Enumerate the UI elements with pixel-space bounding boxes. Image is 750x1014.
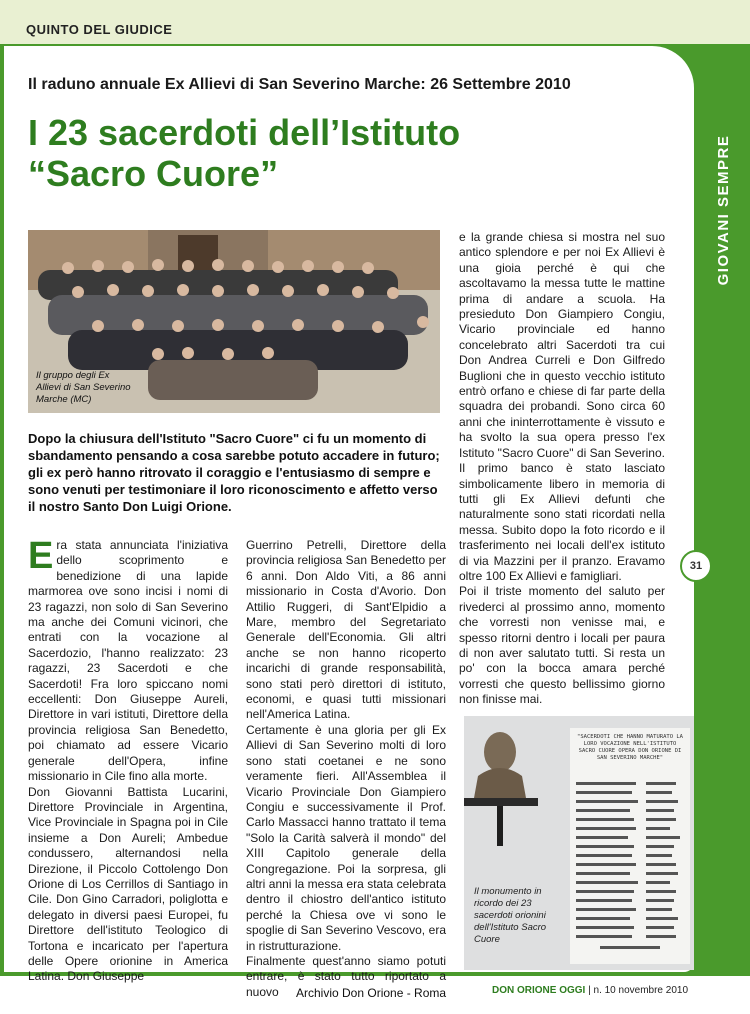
column-2-paragraph-3: Finalmente quest'anno siamo potuti entrare, è stato tutto riportato a nuovo xyxy=(246,953,446,999)
article-lead: Dopo la chiusura dell'Istituto "Sacro Cuore" ci fu un momento di sbandamento pensando a cosa sarebbe potuto accadere in futuro; gli ex però hanno ritrovato il coraggio e l'entusiasmo di sempre e sono venuti per testimoniare il loro riconoscimento e affetto verso il nostro Santo Don Luigi Orione. xyxy=(28,431,440,514)
column-3-paragraph-3: Poi il triste momento del saluto per rivederci al prossimo anno, momento che vorresti non venisse mai, e spesso ritorni dentro i locali per paura di non aver salutato tutti. Si resta un po' con la bocca amara perché vorresti che questo bellissimo giorno non finisse mai. xyxy=(459,584,665,707)
column-2-paragraph-2: Certamente è una gloria per gli Ex Allievi di San Severino molti di loro sono stati coetanei e ne sono veramente fieri. All'Assemblea il Vicario Provinciale Don Giampiero Congiu e successivamente il Prof. Carlo Massacci hanno trattato il tema "Solo la Carità salverà il mondo" del XIII Capitolo generale della Congregazione. Poi la sorpresa, gli altri anni la messa era stata celebrata dentro il chiostro dell'antico istituto perché la Chiesa ove vi sono le spoglie di San Severino Vescovo, era in ristrutturazione. xyxy=(246,722,446,953)
magazine-footer xyxy=(492,985,688,996)
magazine-issue: | n. 10 novembre 2010 xyxy=(588,985,689,996)
title-line-1: I 23 sacerdoti dell’Istituto xyxy=(28,112,461,153)
bust-image xyxy=(464,716,570,876)
magazine-name: DON ORIONE OGGI xyxy=(492,985,586,996)
page-number: 31 xyxy=(680,550,712,582)
plaque-names xyxy=(570,776,690,956)
column-2-paragraph-1: Guerrino Petrelli, Direttore della provincia religiosa San Benedetto per 6 anni. Don Aldo Viti, a 86 anni missionario in Costa d'Avorio. Don Attilio Ruggeri, di Sant'Elpidio a Mare, membro del Segretariato Generale dell'Economia. Gli altri anche se non hanno ricoperto incarichi di grande responsabilità, sono stati però direttori di istituto, economi, e quasi tutti missionari nell'America Latina. xyxy=(246,538,446,722)
side-tab-label: GIOVANI SEMPRE xyxy=(715,134,732,286)
plaque xyxy=(570,728,690,964)
section-label: QUINTO DEL GIUDICE xyxy=(26,22,173,37)
article-column-1 xyxy=(28,535,228,985)
side-tab xyxy=(697,105,750,315)
archive-credit: Archivio Don Orione - Roma xyxy=(296,986,447,1000)
photo-caption: Il gruppo degli Ex Allievi di San Severino Marche (MC) xyxy=(36,370,131,405)
column-1-paragraph-2: Don Giovanni Battista Lucarini, Direttore Provinciale in Argentina, Vice Provinciale in Spagna poi in Cile insieme a Don Aureli; Ambedue condussero, alternandosi nella Direzione, il Piccolo Cottolengo Don Orione di Los Cerrillos di Santiago in Cile. Don Gino Carradori, poliglotta e delegato in diversi paesi Europei, fu Direttore dell'istituto Teologico di Tortona e incaricato per l'apertura delle Opere orionine in America Latina. Don Giuseppe xyxy=(28,784,228,984)
article-kicker: Il raduno annuale Ex Allievi di San Severino Marche: 26 Settembre 2010 xyxy=(28,76,571,93)
column-3-paragraph-2: Il primo banco è stato lasciato simbolicamente libero in memoria di tutti gli Ex Allievi defunti che naturalmente sono stati ricordati nella messa. Subito dopo la foto ricordo e il trasferimento nei locali dell'ex istituto di via Mazzini per il pranzo. Eravamo oltre 100 Ex Allievi e famigliari. xyxy=(459,461,665,583)
column-1-paragraph-1: ra stata annunciata l'iniziativa dello scoprimento e benedizione di una lapide marmorea ove sono incisi i nomi di 23 ragazzi, non solo di San Severino ma anche dei Comuni vicinori, che entrati con la vocazione al Sacerdozio, l'hanno realizzato: 23 ragazzi, 23 Sacerdoti e che Sacerdoti! Fra loro spiccano nomi eccellenti: Don Giuseppe Aureli, Direttore in vari istituti, Direttore della provincia religiosa San Benedetto, poi chiamato ad essere Vicario generale dell'Opera, infine missionario in Cile fino alla morte. xyxy=(28,538,228,784)
monument-caption: Il monumento in ricordo dei 23 sacerdoti orionini dell'Istituto Sacro Cuore xyxy=(474,886,547,945)
title-line-2: “Sacro Cuore” xyxy=(28,153,279,194)
article-column-2 xyxy=(246,538,446,1000)
group-photo xyxy=(28,230,440,413)
article-column-3 xyxy=(459,230,665,708)
article-title xyxy=(28,112,668,194)
drop-cap: E xyxy=(28,535,54,577)
plaque-text: "SACERDOTI CHE HANNO MATURATO LA LORO VOCAZIONE NELL'ISTITUTO SACRO CUORE OPERA DON ORIONE DI SAN SEVERINO MARCHE" xyxy=(577,734,683,761)
column-3-paragraph-1: e la grande chiesa si mostra nel suo antico splendore e per noi Ex Allievi è una gioia perché è qui che ascoltavamo la messa tutte le mattine prima di andare a scuola. Ha presieduto Don Giampiero Congiu, Vicario provinciale ed hanno concelebrato altri Sacerdoti tra cui Don Andrea Curreli e Don Gilfredo Buglioni che in questo vecchio istituto entrò orfano e chiese di far parte della squadra dei probandi. Sono circa 60 anni che ininterrottamente è vissuto e ha svolto la sua opera presso l'ex Istituto "Sacro Cuore" di San Severino. xyxy=(459,230,665,460)
monument-photo xyxy=(464,716,694,970)
